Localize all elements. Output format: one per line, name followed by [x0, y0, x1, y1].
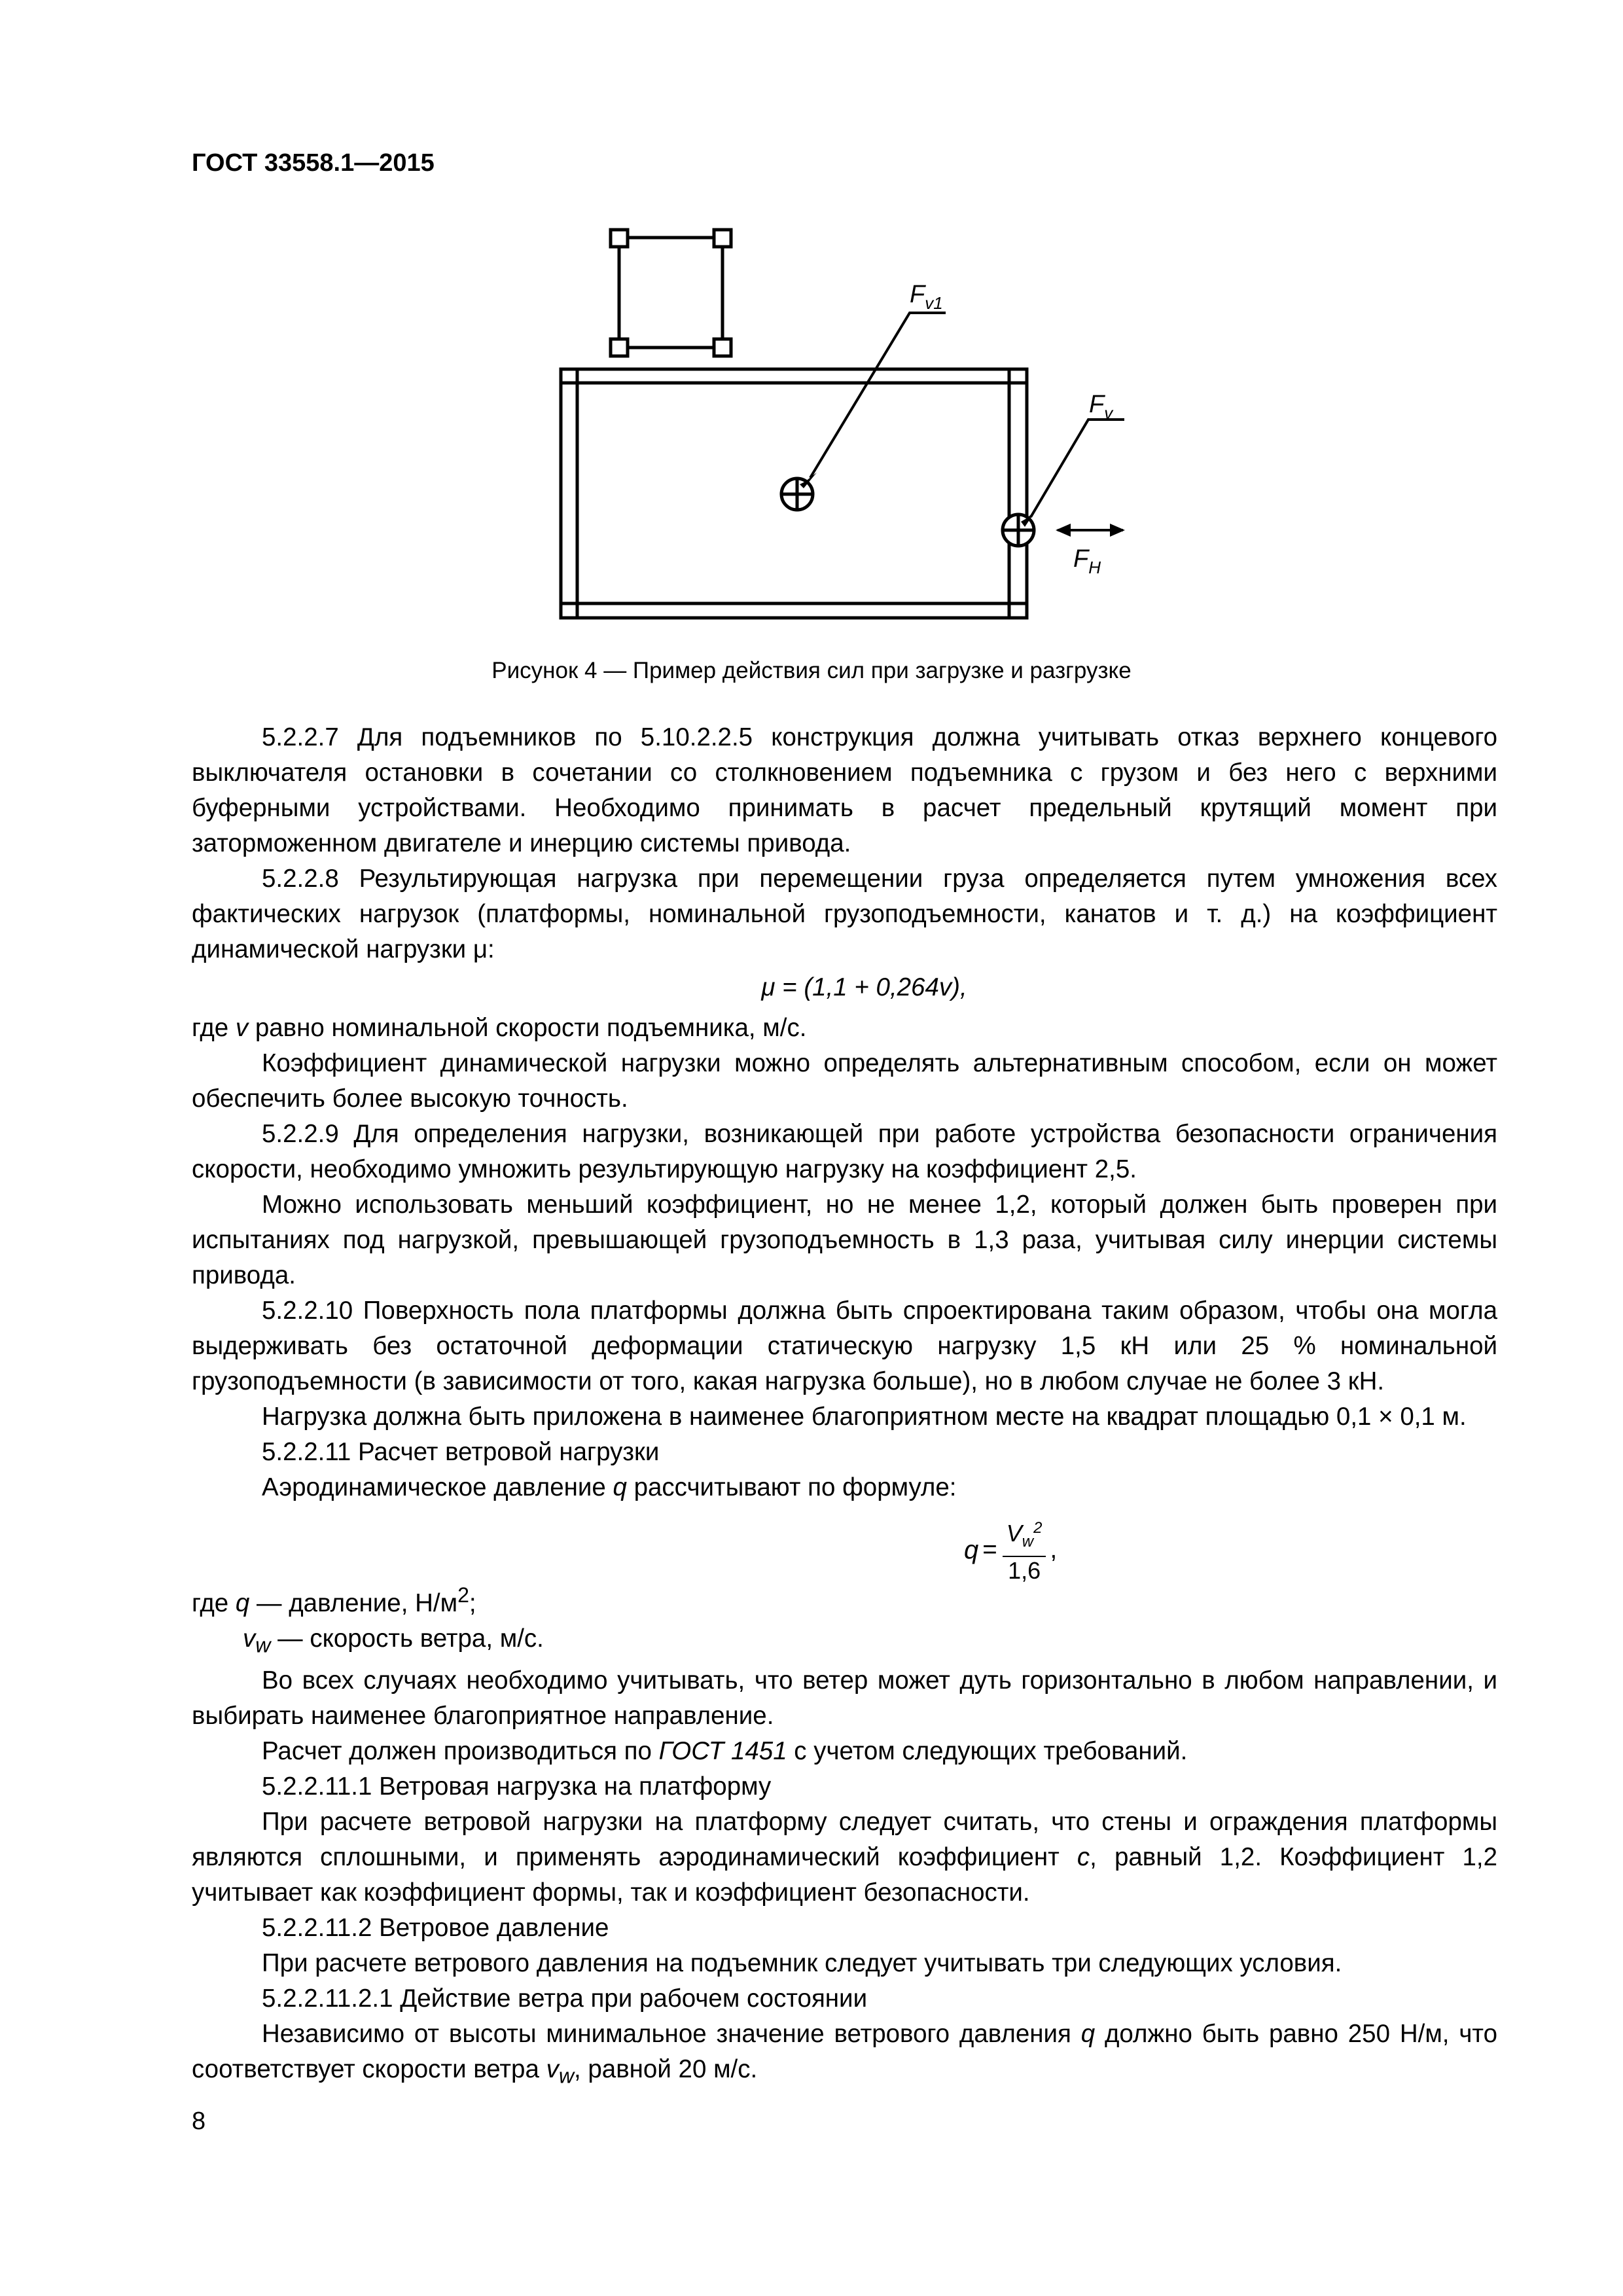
paragraph: где q — давление, $Н/м^2$;: [192, 1583, 476, 1617]
small-frame: [619, 238, 722, 348]
corner-box-bl: [611, 339, 628, 356]
paragraph: 5.2.2.8 Результирующая нагрузка при перемещении груза определяется путем умножения всех фактических нагрузок (платформы, номинальной грузоподъемности, канатов и т. д.) на коэффициент динамической нагрузки μ:: [192, 865, 1497, 963]
paragraph: Независимо от высоты минимальное значение ветрового давления q должно быть равно 250 Н/м, что соответствует скорости ветра $v_w$, равной 20 м/с.: [192, 2019, 1497, 2088]
formula-mu: μ = (1,1 + 0,264v),: [761, 973, 967, 1001]
paragraph: Коэффициент динамической нагрузки можно определять альтернативным способом, если он может обеспечить более высокую точность.: [192, 1049, 1497, 1113]
fv1-leader: [810, 313, 946, 478]
corner-box-tl: [611, 230, 628, 247]
paragraph: 5.2.2.7 Для подъемников по 5.10.2.2.5 конструкция должна учитывать отказ верхнего концевого выключателя остановки в сочетании со столкновением подъемника с грузом и без него с верхними буферными устройствами. Необходимо принимать в расчет предельный крутящий момент при заторможенном двигателе и инерцию системы привода.: [192, 723, 1497, 857]
paragraph: Аэродинамическое давление q рассчитывают по формуле:: [262, 1473, 957, 1501]
paragraph: При расчете ветрового давления на подъемник следует учитывать три следующих условия.: [262, 1948, 1342, 1977]
force-diagram-figure: [0, 0, 1623, 655]
fv-label: F: [1089, 391, 1105, 418]
section-heading: 5.2.2.11.2 Ветровое давление: [262, 1913, 609, 1942]
section-heading: 5.2.2.11.1 Ветровая нагрузка на платформу: [262, 1772, 772, 1801]
document-header: ГОСТ 33558.1—2015: [192, 149, 435, 177]
section-heading: 5.2.2.11.2.1 Действие ветра при рабочем состоянии: [262, 1984, 868, 2013]
figure-caption: Рисунок 4 — Пример действия сил при загрузке и разгрузке: [491, 658, 1132, 683]
paragraph: Расчет должен производиться по ГОСТ 1451 с учетом следующих требований.: [262, 1736, 1188, 1765]
fv1-subscript: v1: [925, 293, 943, 313]
svg-text:Fv1: [910, 281, 943, 313]
fv-subscript: v: [1104, 403, 1113, 423]
paragraph: где v равно номинальной скорости подъемника, м/с.: [192, 1014, 807, 1042]
fv1-label: F: [910, 281, 925, 308]
page-number: 8: [192, 2108, 206, 2135]
paragraph: 5.2.2.9 Для определения нагрузки, возникающей при работе устройства безопасности ограничения скорости, необходимо умножить результирующую нагрузку на коэффициент 2,5.: [192, 1120, 1497, 1183]
fh-subscript: H: [1088, 558, 1101, 577]
corner-box-tr: [714, 230, 731, 247]
paragraph: При расчете ветровой нагрузки на платформу следует считать, что стены и ограждения платформы являются сплошными, и применять аэродинамический коэффициент c, равный 1,2. Коэффициент 1,2 учитывает как коэффициент формы, так и коэффициент безопасности.: [192, 1807, 1497, 1907]
paragraph: Во всех случаях необходимо учитывать, что ветер может дуть горизонтально в любом направлении, и выбирать наименее благоприятное направление.: [192, 1666, 1497, 1730]
paragraph: Можно использовать меньший коэффициент, но не менее 1,2, который должен быть проверен при испытаниях под нагрузкой, превышающей грузоподъемность в 1,3 раза, учитывая силу инерции системы привода.: [192, 1191, 1497, 1289]
section-heading: 5.2.2.11 Расчет ветровой нагрузки: [262, 1438, 660, 1466]
paragraph: $v_w$ — скорость ветра, м/с.: [243, 1624, 544, 1657]
svg-text:FH: [1073, 545, 1101, 577]
paragraph: Нагрузка должна быть приложена в наименее благоприятном месте на квадрат площадью 0,1 × 0,1 м.: [262, 1403, 1467, 1431]
body-text: [192, 720, 1497, 2093]
formula-q: q = $\frac{V_w^2}{1,6}$ ,: [192, 1505, 1497, 1577]
paragraph: 5.2.2.10 Поверхность пола платформы должна быть спроектирована таким образом, чтобы она могла выдерживать без остаточной деформации статическую нагрузку 1,5 кН или 25 % номинальной грузоподъемности (в зависимости от того, какая нагрузка больше), но в любом случае не более 3 кН.: [192, 1297, 1497, 1395]
fv-leader: [1031, 420, 1124, 517]
fh-label: F: [1073, 545, 1089, 573]
corner-box-br: [714, 339, 731, 356]
svg-text:Fv: [1089, 391, 1114, 423]
